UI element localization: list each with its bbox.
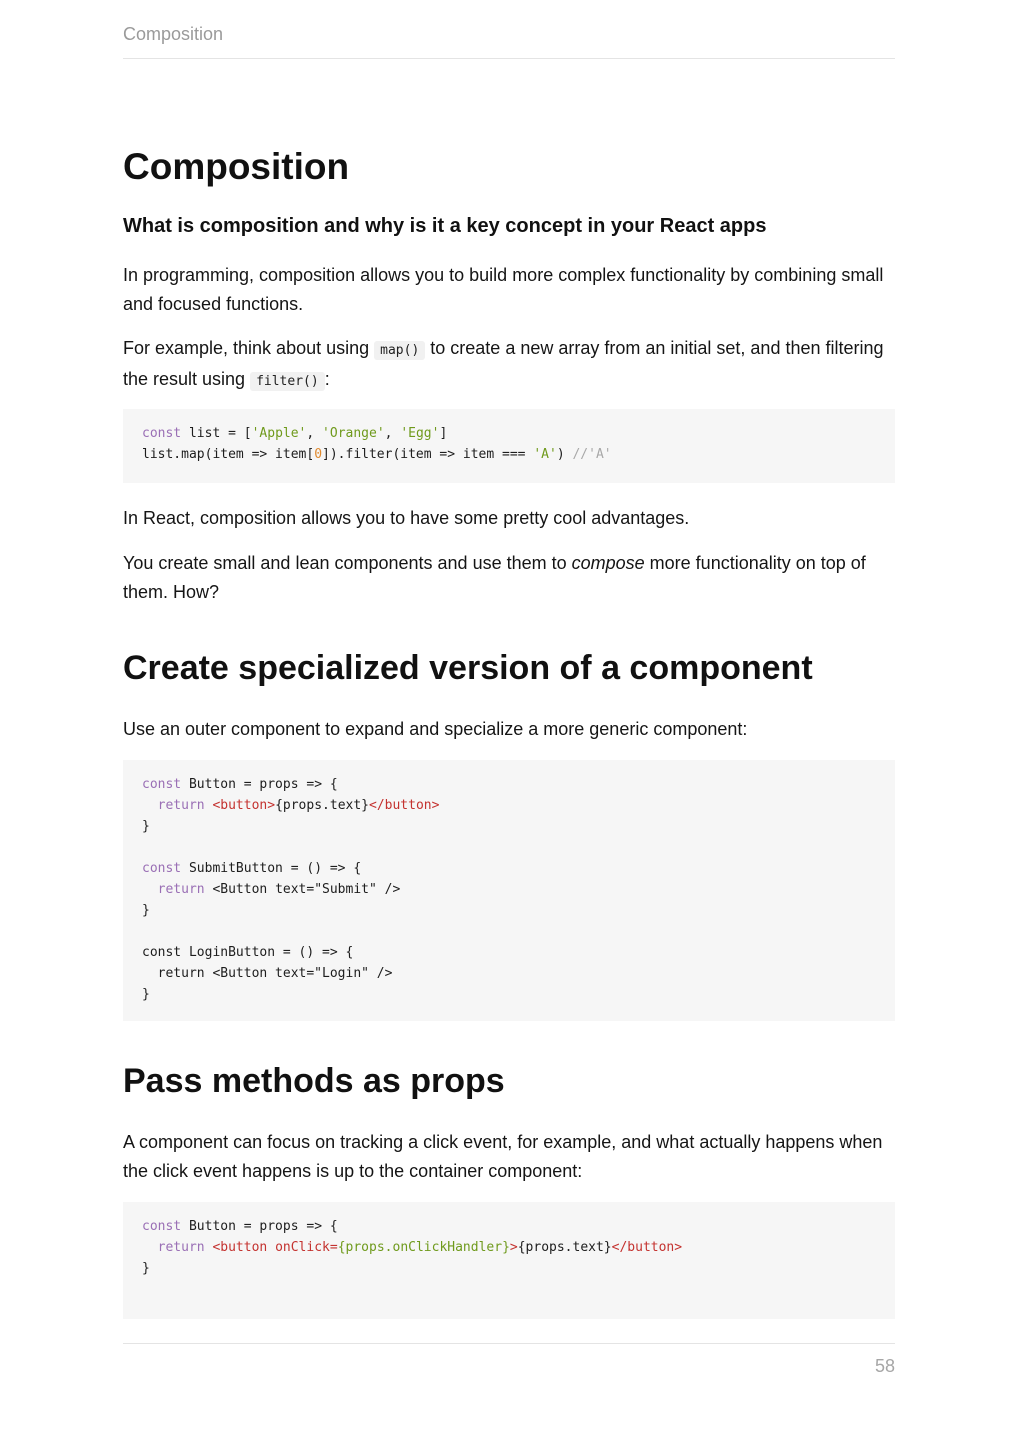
code-line: return <Button text="Login" /> — [142, 966, 393, 981]
chapter-title: Composition — [123, 146, 350, 187]
header-rule — [123, 58, 895, 59]
code-text: , — [384, 426, 401, 441]
code-line — [142, 423, 876, 444]
code-tag: <button> — [212, 798, 276, 813]
code-keyword: const — [142, 861, 182, 876]
code-tag: <button — [212, 1240, 276, 1255]
code-tag: > — [509, 1240, 518, 1255]
code-keyword: return — [157, 882, 205, 897]
code-text: , — [306, 426, 323, 441]
code-text: list = [ — [181, 426, 252, 441]
code-blank-line — [142, 837, 876, 858]
code-text: Button = props => { — [181, 777, 338, 792]
paragraph-react-advantages: In React, composition allows you to have some pretty cool advantages. — [123, 508, 690, 528]
code-indent — [142, 1240, 158, 1255]
code-string: 'Apple' — [251, 426, 307, 441]
text-run: You create small and lean components and use them to — [123, 553, 572, 573]
code-line: } — [142, 1261, 150, 1276]
paragraph-example — [123, 334, 895, 396]
code-line: } — [142, 987, 150, 1002]
paragraph-intro: In programming, composition allows you to build more complex functionality by combining small and focused functions. — [123, 265, 884, 314]
paragraph-click-event: A component can focus on tracking a click event, for example, and what actually happens when the click event happens is up to the container component: — [123, 1132, 883, 1181]
code-indent — [142, 882, 158, 897]
code-indent — [142, 798, 158, 813]
code-line — [142, 774, 876, 795]
code-string: 'A' — [533, 447, 557, 462]
text-run: more functionality on top of them. How? — [123, 553, 866, 602]
code-line: const LoginButton = () => { — [142, 945, 354, 960]
paragraph-outer-component: Use an outer component to expand and specialize a more generic component: — [123, 719, 748, 739]
code-keyword: return — [157, 1240, 205, 1255]
code-line — [142, 795, 876, 816]
text-run: to create a new array from an initial set, and then filtering the result using — [123, 338, 884, 389]
code-tag: </button> — [369, 798, 440, 813]
code-text: {props.text} — [275, 798, 369, 813]
code-keyword: return — [157, 798, 205, 813]
text-run: : — [324, 369, 330, 389]
code-blank-line — [142, 921, 876, 942]
code-line: } — [142, 819, 150, 834]
footer-rule — [123, 1343, 895, 1344]
code-tag: </button> — [611, 1240, 683, 1255]
code-keyword: const — [142, 426, 182, 441]
section-heading-specialized: Create specialized version of a component — [123, 649, 813, 687]
code-block-specialized — [123, 760, 895, 1021]
code-line: } — [142, 903, 150, 918]
code-line — [142, 444, 876, 465]
code-text: Button = props => { — [181, 1219, 338, 1234]
code-text: ]).filter(item => item === — [322, 447, 534, 462]
section-heading-methods: Pass methods as props — [123, 1062, 505, 1100]
code-line — [142, 1237, 876, 1258]
code-text: ] — [439, 426, 448, 441]
code-block-methods — [123, 1202, 895, 1319]
code-text: {props.text} — [517, 1240, 612, 1255]
chapter-subtitle: What is composition and why is it a key concept in your React apps — [123, 215, 767, 237]
code-attribute: onClick= — [275, 1240, 338, 1255]
code-string: 'Orange' — [322, 426, 385, 441]
code-text: SubmitButton = () => { — [181, 861, 362, 876]
code-string: 'Egg' — [400, 426, 440, 441]
code-text: <Button text="Submit" /> — [204, 882, 401, 897]
code-line — [142, 1216, 876, 1237]
inline-code-map: map() — [374, 341, 425, 360]
code-keyword: const — [142, 1219, 182, 1234]
page-number: 58 — [874, 1356, 895, 1376]
code-line — [142, 879, 876, 900]
code-text: list.map(item => item[ — [142, 447, 315, 462]
code-number: 0 — [314, 447, 323, 462]
code-attribute-value: {props.onClickHandler} — [337, 1240, 510, 1255]
running-head: Composition — [123, 24, 224, 44]
code-block-map-filter — [123, 409, 895, 483]
paragraph-compose — [123, 549, 895, 607]
emphasis-compose: compose — [571, 553, 645, 573]
inline-code-filter: filter() — [250, 372, 325, 391]
code-comment: //'A' — [572, 447, 612, 462]
code-text: ) — [556, 447, 573, 462]
text-run: For example, think about using — [123, 338, 375, 358]
code-line — [142, 858, 876, 879]
code-keyword: const — [142, 777, 182, 792]
document-page — [123, 0, 895, 1440]
